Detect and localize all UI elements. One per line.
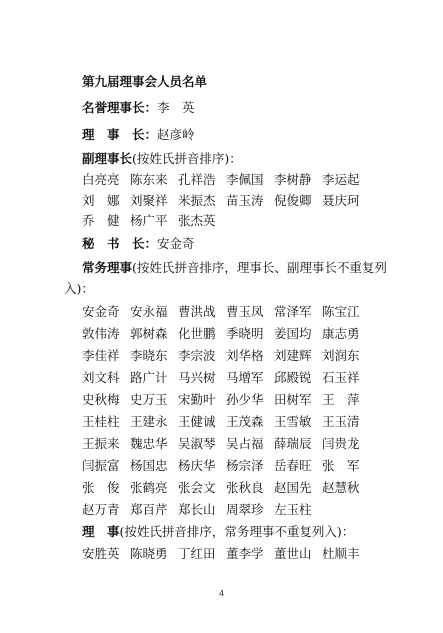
standing-directors-row: [82, 458, 370, 474]
name: 魏忠华: [130, 436, 168, 451]
standing-directors-row: [82, 304, 370, 320]
vice-chairs-label: 副理事长: [82, 151, 133, 166]
name: 董世山: [274, 546, 312, 561]
page-title: 第九届理事会人员名单: [82, 74, 208, 89]
name: 姜国均: [274, 326, 312, 341]
name: 安永福: [130, 304, 168, 319]
name: 张杰英: [178, 213, 216, 228]
name: 刘建辉: [274, 348, 312, 363]
chair-names: 赵彦岭: [157, 127, 195, 142]
name: 米振杰: [178, 193, 216, 208]
name: 丁红田: [178, 546, 216, 561]
name: 杨国忠: [130, 458, 168, 473]
name: 田树军: [274, 392, 312, 407]
name: 路广计: [130, 370, 168, 385]
name: 赵国先: [274, 480, 312, 495]
name: 郑长山: [178, 502, 216, 517]
name: 马兴树: [178, 370, 216, 385]
secretary-general-names: 安金奇: [157, 236, 195, 251]
name: 赵万青: [82, 502, 120, 517]
standing-directors-row: [82, 414, 370, 430]
name: 张鹤亮: [130, 480, 168, 495]
name: 常泽军: [274, 304, 312, 319]
vice-chairs-row: [82, 193, 370, 209]
name: 赵慧秋: [322, 480, 360, 495]
name: 曹玉凤: [226, 304, 264, 319]
name: 刘润东: [322, 348, 360, 363]
name: 李佩国: [226, 172, 264, 187]
name: 康志勇: [322, 326, 360, 341]
honorary-chair-line: [82, 100, 195, 116]
name: 化世鹏: [178, 326, 216, 341]
chair-line: [82, 127, 195, 143]
name: 敦伟涛: [82, 326, 120, 341]
name: 马增军: [226, 370, 264, 385]
name: 孙少华: [226, 392, 264, 407]
vice-chairs-note: (按姓氏拼音排序)：: [132, 151, 242, 166]
name: 吴淑琴: [178, 436, 216, 451]
vice-chairs-row: [82, 213, 226, 229]
name: 张秋良: [226, 480, 264, 495]
standing-directors-row: [82, 480, 370, 496]
name: 石玉祥: [322, 370, 360, 385]
name: 杨宗泽: [226, 458, 264, 473]
name: 邱殿锐: [274, 370, 312, 385]
standing-directors-row: [82, 348, 370, 364]
name: 吴占福: [226, 436, 264, 451]
name: 杜顺丰: [322, 546, 360, 561]
name: 李晓东: [130, 348, 168, 363]
name: 王 萍: [322, 392, 360, 407]
standing-directors-row: [82, 392, 370, 408]
honorary-chair-names: 李 英: [157, 100, 195, 115]
name: 刘聚祥: [130, 193, 168, 208]
standing-directors-note: (按姓氏拼音排序，理事长、副理事长不重复列: [132, 260, 387, 275]
name: 季晓明: [226, 326, 264, 341]
name: 安金奇: [82, 304, 120, 319]
standing-directors-heading: [82, 260, 387, 276]
secretary-general-label: 秘 书 长：: [82, 236, 158, 251]
chair-label: 理 事 长：: [82, 127, 158, 142]
standing-directors-row: [82, 370, 370, 386]
name: 张 俊: [82, 480, 120, 495]
name: 李运起: [322, 172, 360, 187]
secretary-general-line: [82, 236, 195, 252]
name: 李树静: [274, 172, 312, 187]
name: 曹洪战: [178, 304, 216, 319]
name: 李佳祥: [82, 348, 120, 363]
name: 刘 娜: [82, 193, 120, 208]
name: 王桂柱: [82, 414, 120, 429]
name: 郑百芹: [130, 502, 168, 517]
directors-heading: [82, 524, 354, 540]
name: 白亮亮: [82, 172, 120, 187]
standing-directors-label: 常务理事: [82, 260, 133, 275]
name: 张会文: [178, 480, 216, 495]
name: 刘华格: [226, 348, 264, 363]
name: 董李学: [226, 546, 264, 561]
name: 聂庆珂: [322, 193, 360, 208]
name: 陈东来: [130, 172, 168, 187]
name: 杨广平: [130, 213, 168, 228]
name: 安胜英: [82, 546, 120, 561]
vice-chairs-row: [82, 172, 370, 188]
name: 王茂森: [226, 414, 264, 429]
name: 闫振富: [82, 458, 120, 473]
name: 陈晓勇: [130, 546, 168, 561]
standing-directors-note-continued: 入)：: [64, 281, 94, 296]
standing-directors-row: [82, 436, 370, 452]
page-number: 4: [218, 589, 225, 598]
name: 张 军: [322, 458, 360, 473]
vice-chairs-heading: [82, 151, 242, 167]
standing-directors-row: [82, 502, 322, 518]
standing-directors-row: [82, 326, 370, 342]
directors-note: (按姓氏拼音排序，常务理事不重复列入)：: [119, 524, 355, 539]
name: 刘文科: [82, 370, 120, 385]
name: 郭树森: [130, 326, 168, 341]
name: 王健诚: [178, 414, 216, 429]
name: 闫贵龙: [322, 436, 360, 451]
name: 王建永: [130, 414, 168, 429]
name: 左玉柱: [274, 502, 312, 517]
name: 史万玉: [130, 392, 168, 407]
name: 陈宝江: [322, 304, 360, 319]
honorary-chair-label: 名誉理事长：: [82, 100, 158, 115]
name: 周翠珍: [226, 502, 264, 517]
name: 王振来: [82, 436, 120, 451]
name: 薛瑞辰: [274, 436, 312, 451]
name: 孔祥浩: [178, 172, 216, 187]
name: 李宗波: [178, 348, 216, 363]
name: 王玉清: [322, 414, 360, 429]
name: 苗玉涛: [226, 193, 264, 208]
name: 史秋梅: [82, 392, 120, 407]
name: 岳春旺: [274, 458, 312, 473]
directors-label: 理 事: [82, 524, 120, 539]
name: 王雪敏: [274, 414, 312, 429]
name: 倪俊卿: [274, 193, 312, 208]
directors-row: [82, 546, 370, 562]
name: 宋勤叶: [178, 392, 216, 407]
name: 乔 健: [82, 213, 120, 228]
name: 杨庆华: [178, 458, 216, 473]
